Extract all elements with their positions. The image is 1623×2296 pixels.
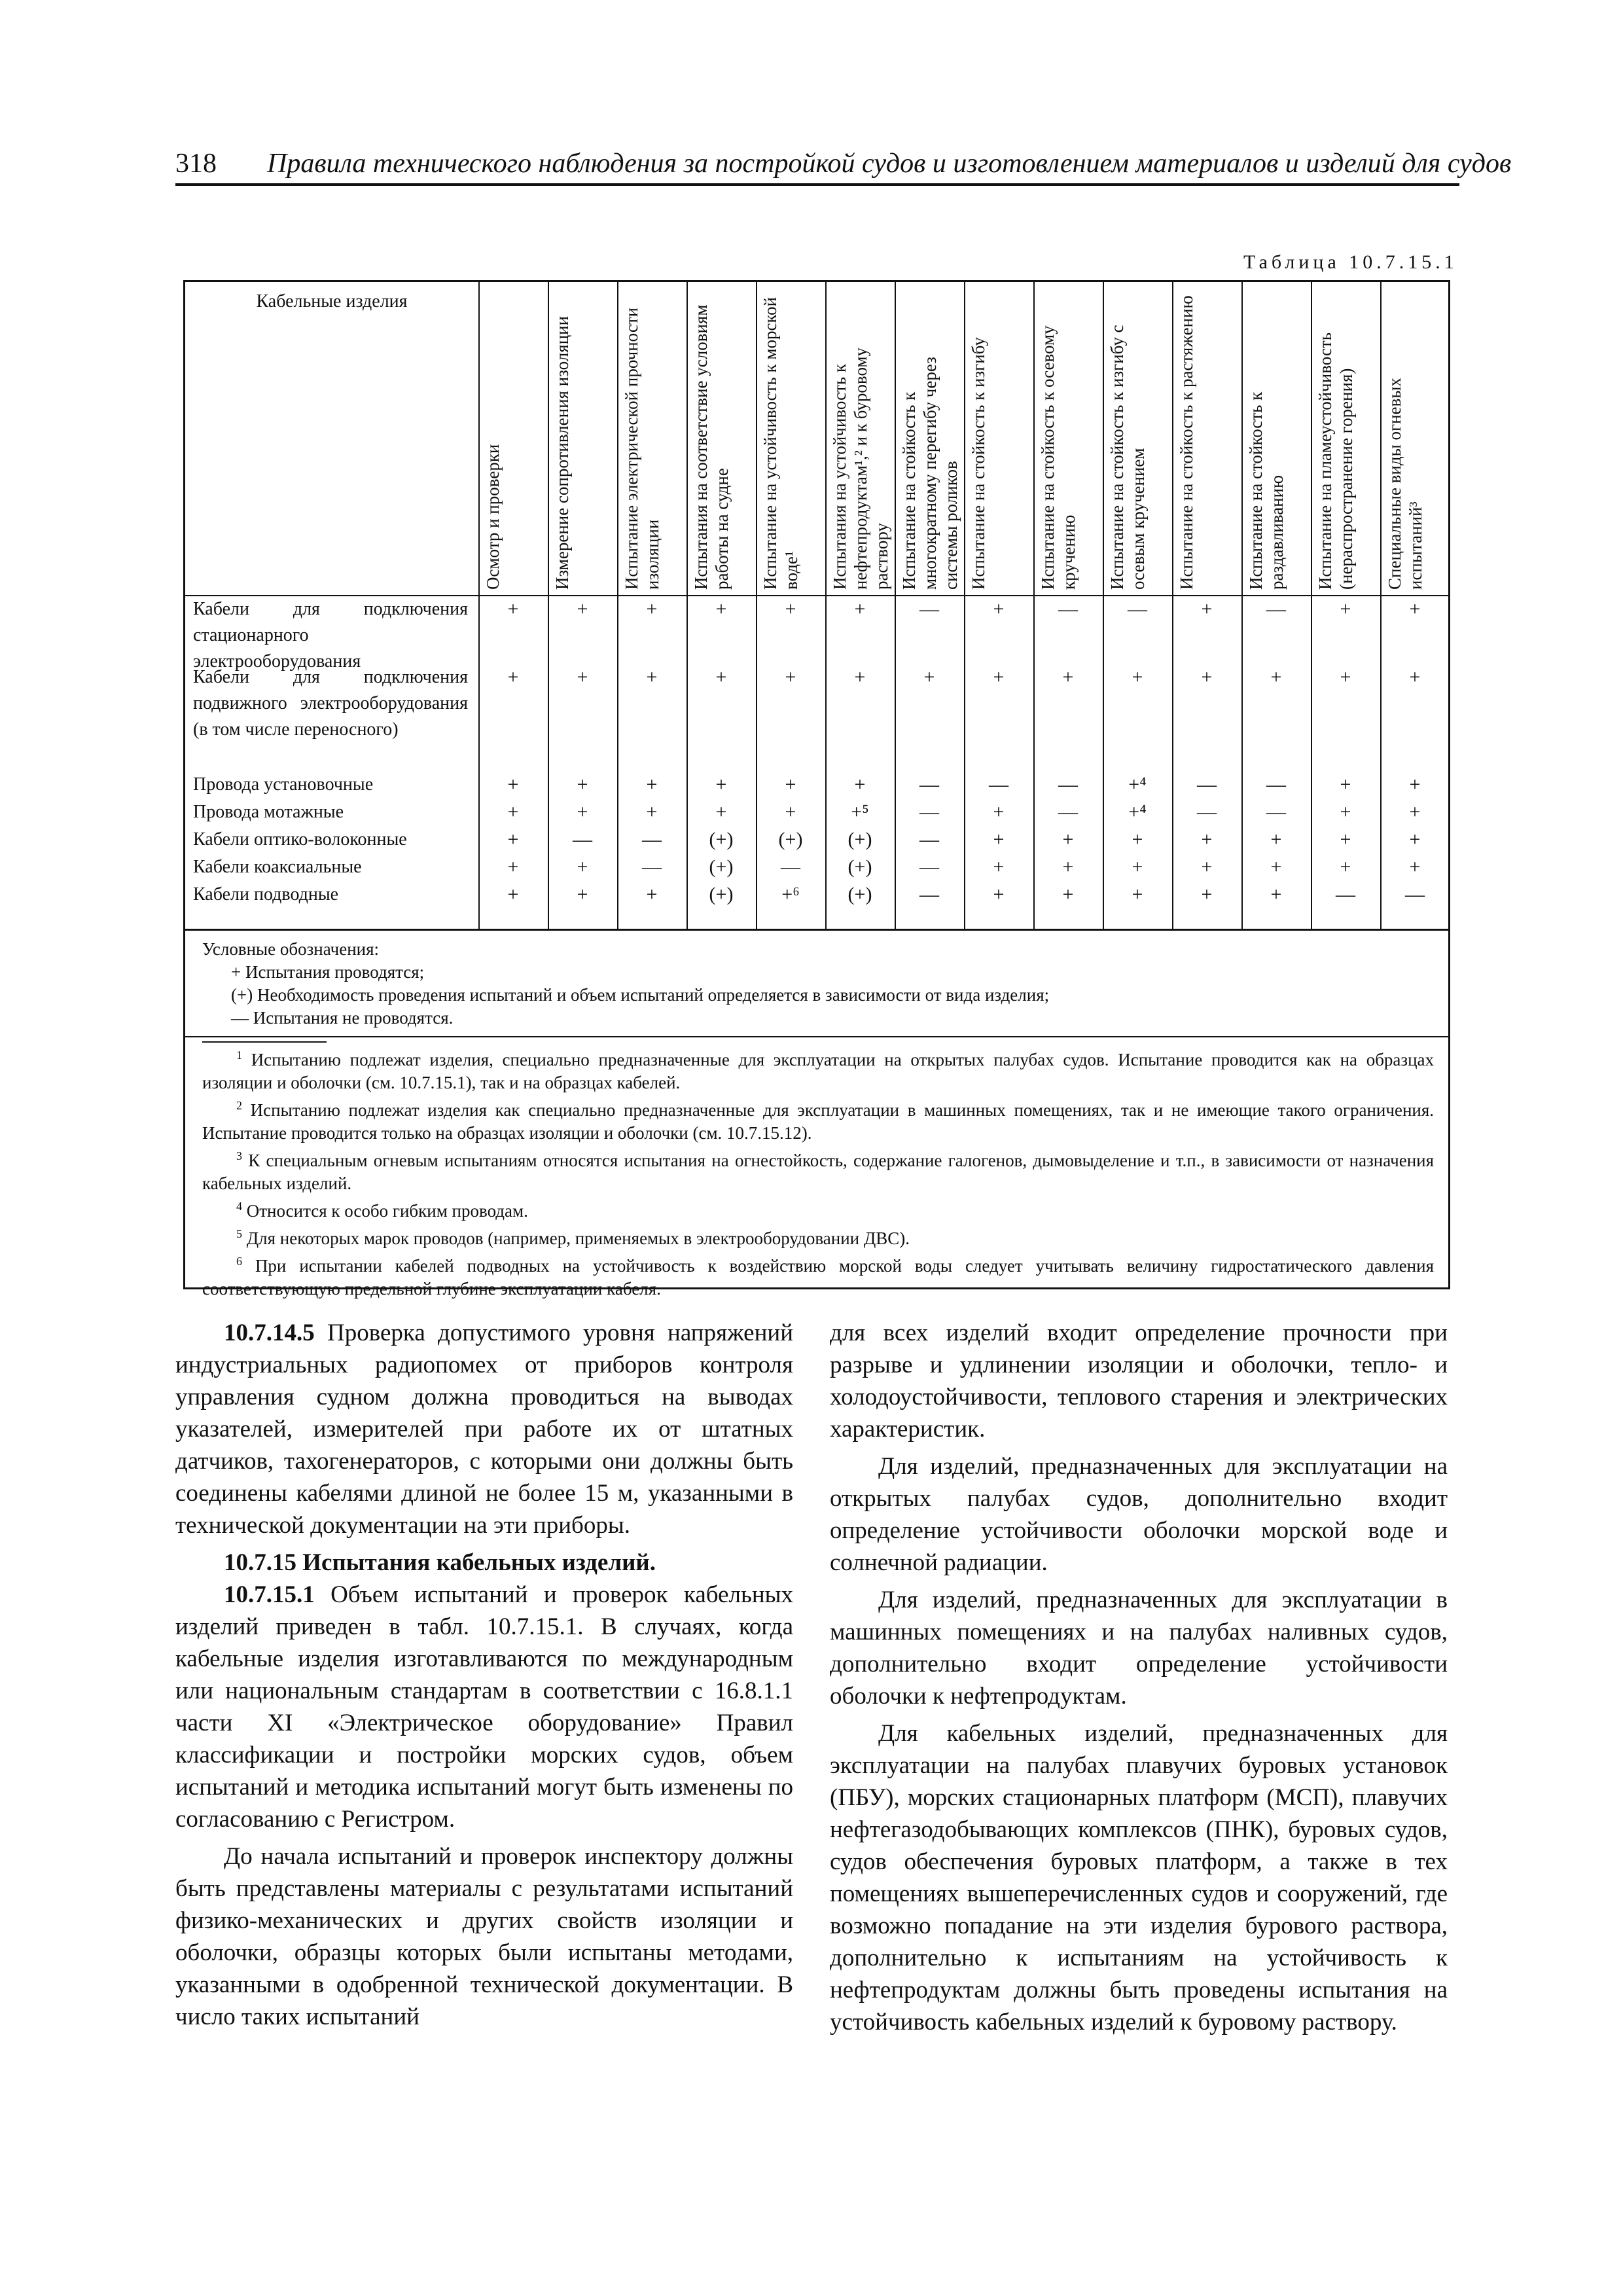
- table-cell: +: [1062, 884, 1074, 905]
- table-cell: +: [646, 598, 658, 620]
- table-cell: +: [1409, 829, 1421, 850]
- footnote: [202, 1145, 1434, 1195]
- column-header-label: Испытания на соответствие условиям работы на судне: [691, 304, 732, 590]
- table-cell: +: [1201, 666, 1213, 688]
- table-cell: +: [507, 884, 519, 905]
- table-cell: (+): [709, 884, 734, 905]
- table-cell: (+): [847, 856, 872, 878]
- table-cell: +: [577, 598, 588, 620]
- table-cell: +: [715, 774, 727, 795]
- table-cell: —: [919, 598, 939, 620]
- table-cell: +: [1409, 856, 1421, 878]
- table-cell: +: [507, 829, 519, 850]
- column-header: [617, 282, 687, 596]
- footnote: [202, 1044, 1434, 1094]
- body-left-column: [175, 1317, 793, 2033]
- column-header: [1033, 282, 1103, 596]
- table-cell: +: [1132, 856, 1143, 878]
- table-cell: +: [715, 598, 727, 620]
- row-label: Кабели оптико-волоконные: [193, 829, 407, 850]
- footnote-text: Относится к особо гибким проводам.: [246, 1201, 528, 1221]
- table-cell: +: [993, 801, 1005, 823]
- table-cell: —: [1266, 801, 1286, 823]
- table-cell: —: [1197, 801, 1217, 823]
- table-cell: —: [1266, 598, 1286, 620]
- column-header: [1172, 282, 1241, 596]
- row-label: Кабели для подключения стационарного электрооборудования: [193, 599, 468, 672]
- table-cell: +: [507, 801, 519, 823]
- column-header: [1380, 282, 1450, 596]
- paragraph-before-tests: До начала испытаний и проверок инспектору должны быть представлены материалы с результатами испытаний физико-механических и других свойств изоляции и оболочки, образцы которых были испытаны методами, указанными в одобренной технической документации. В число таких испытаний: [175, 1843, 793, 2030]
- table-caption: Таблица 10.7.15.1: [1243, 251, 1458, 273]
- legend: [202, 938, 1433, 1030]
- table-cell: +: [1340, 774, 1351, 795]
- table-cell: —: [989, 774, 1008, 795]
- table-cell: +: [1340, 829, 1351, 850]
- table-cell: —: [1336, 884, 1355, 905]
- row-label: Провода установочные: [193, 774, 374, 795]
- table-cell: +: [1201, 829, 1213, 850]
- table-cell: +: [1201, 884, 1213, 905]
- table-cell: +: [1270, 884, 1282, 905]
- paragraph-open-decks: Для изделий, предназначенных для эксплуатации на открытых палубах судов, дополнительно входит определение устойчивости оболочки морской воде и солнечной радиации.: [830, 1453, 1448, 1576]
- column-header-label: Испытание на стойкость к изгибу с осевым кручением: [1107, 325, 1148, 590]
- table-cell: +: [854, 598, 866, 620]
- table-cell: +: [646, 666, 658, 688]
- column-header: [825, 282, 895, 596]
- table-cell: +: [1201, 856, 1213, 878]
- table-cell: —: [642, 829, 662, 850]
- footnote-mark: 6: [236, 1255, 242, 1268]
- table-cell: +: [1340, 801, 1351, 823]
- table-cell: —: [573, 829, 592, 850]
- table-cell: —: [919, 856, 939, 878]
- table-cell: +: [1409, 666, 1421, 688]
- column-header: [1241, 282, 1311, 596]
- table-cell: +: [785, 598, 796, 620]
- legend-title: Условные обозначения:: [202, 939, 380, 959]
- table-cell: +⁶: [781, 884, 800, 905]
- table-cell: +: [577, 666, 588, 688]
- column-header-label: Измерение сопротивления изоляции: [552, 315, 572, 590]
- column-header: [687, 282, 756, 596]
- table-cell: +: [1409, 774, 1421, 795]
- column-header-label: Испытания на устойчивость к нефтепродуктам¹,² и к буровому раствору: [830, 347, 891, 590]
- table-cell: +: [993, 666, 1005, 688]
- table-cell: +: [1062, 829, 1074, 850]
- tests-table: [183, 280, 1450, 1299]
- table-cell: +: [507, 666, 519, 688]
- footnote-mark: 4: [236, 1200, 242, 1213]
- table-cell: +: [993, 598, 1005, 620]
- table-cell: +: [923, 666, 935, 688]
- table-cell: +⁵: [851, 801, 869, 823]
- column-header: [1311, 282, 1380, 596]
- column-header-label: Испытание на стойкость к раздавливанию: [1246, 391, 1287, 590]
- footnote-mark: 2: [236, 1099, 242, 1112]
- legend-divider: [185, 929, 1448, 931]
- table-cell: +: [1270, 856, 1282, 878]
- footnote-mark: 3: [236, 1149, 242, 1162]
- table-corner-header: Кабельные изделия: [256, 291, 408, 312]
- table-cell: +: [854, 666, 866, 688]
- footnote: [202, 1250, 1434, 1300]
- column-header: [895, 282, 964, 596]
- table-cell: —: [1058, 801, 1078, 823]
- footnote: [202, 1195, 1434, 1223]
- footnote-mark: 1: [236, 1049, 242, 1062]
- table-cell: —: [919, 829, 939, 850]
- footnote-text: Испытанию подлежат изделия как специально предназначенные для эксплуатации в машинных помещениях, так и не имеющие такого ограничения. Испытание проводится только на образцах изоляции и оболочки (см. 10.7.15.12).: [202, 1100, 1435, 1143]
- column-header-label: Испытание на стойкость к изгибу: [969, 337, 988, 590]
- section-heading-10-7-15: 10.7.15 Испытания кабельных изделий.: [224, 1549, 656, 1576]
- paragraph-10-7-15-1: 10.7.15.1 Объем испытаний и проверок кабельных изделий приведен в табл. 10.7.15.1. В случаях, когда кабельные изделия изготавливаются по международным или национальным стандартам в соответствии с 16.8.1.1 части XI «Электрическое оборудование» Правил классификации и постройки морских судов, объем испытаний и методика испытаний могут быть изменены по согласованию с Регистром.: [175, 1581, 794, 1833]
- column-header-label: Испытание на устойчивость к морской воде¹: [760, 296, 801, 590]
- row-label: Провода мотажные: [193, 802, 344, 822]
- table-cell: —: [919, 884, 939, 905]
- page-number: 318: [175, 149, 217, 179]
- table-cell: +: [507, 598, 519, 620]
- paragraph-continued: для всех изделий входит определение прочности при разрыве и удлинении изоляции и оболочки, тепло- и холодоустойчивости, теплового старения и электрических характеристик.: [830, 1319, 1448, 1443]
- column-header-label: Испытание на стойкость к многократному перегибу через системы роликов: [899, 357, 961, 590]
- table-cell: +: [854, 774, 866, 795]
- table-cell: +: [993, 829, 1005, 850]
- footnote-mark: 5: [236, 1227, 242, 1240]
- table-cell: +⁴: [1128, 801, 1147, 823]
- table-cell: +: [785, 774, 796, 795]
- table-cell: +: [1409, 801, 1421, 823]
- table-cell: +: [577, 801, 588, 823]
- table-cell: +: [1132, 666, 1143, 688]
- running-title: Правила технического наблюдения за постройкой судов и изготовлением материалов и изделий для судов: [267, 149, 1512, 179]
- table-cell: —: [919, 774, 939, 795]
- table-cell: (+): [709, 856, 734, 878]
- column-header-label: Испытание электрической прочности изоляции: [622, 307, 662, 590]
- footnote-separator: [202, 1041, 327, 1043]
- table-cell: (+): [847, 884, 872, 905]
- table-cell: +: [1132, 884, 1143, 905]
- table-cell: +: [1340, 666, 1351, 688]
- footnote-text: Испытанию подлежат изделия, специально предназначенные для эксплуатации на открытых палубах судов. Испытание проводится как на образцах изоляции и оболочки (см. 10.7.15.1), так и на образцах кабелей.: [202, 1050, 1435, 1092]
- table-cell: +: [577, 856, 588, 878]
- table-cell: (+): [847, 829, 872, 850]
- table-cell: +: [785, 666, 796, 688]
- footnote-text: Для некоторых марок проводов (например, применяемых в электрооборудовании ДВС).: [246, 1229, 910, 1248]
- table-cell: —: [919, 801, 939, 823]
- table-cell: +: [993, 856, 1005, 878]
- column-header: [548, 282, 617, 596]
- footnote-text: При испытании кабелей подводных на устойчивость к воздействию морской воды следует учитывать величину гидростатического давления соответствующую предельной глубине эксплуатации кабеля.: [202, 1256, 1434, 1299]
- legend-item: + Испытания проводятся;: [231, 962, 425, 982]
- column-header: [964, 282, 1033, 596]
- table-cell: +: [507, 856, 519, 878]
- table-cell: —: [642, 856, 662, 878]
- column-header: [1103, 282, 1172, 596]
- table-cell: +: [1062, 666, 1074, 688]
- table-cell: +: [993, 884, 1005, 905]
- table-cell: +: [577, 774, 588, 795]
- column-header: [756, 282, 825, 596]
- paragraph-10-7-14-5: 10.7.14.5 Проверка допустимого уровня напряжений индустриальных радиопомех от приборов контроля управления судном должна проводиться на выводах указателей, измерителей при работе их от штатных датчиков, тахогенераторов, с которыми они должны быть соединены кабелями длиной не более 15 м, указанными в технической документации на эти приборы.: [175, 1319, 794, 1539]
- table-cell: +⁴: [1128, 774, 1147, 795]
- column-header-label: Испытание на стойкость к осевому кручению: [1038, 325, 1079, 590]
- table-cell: +: [646, 774, 658, 795]
- table-cell: —: [1405, 884, 1425, 905]
- footnotes: [202, 1044, 1434, 1300]
- table-cell: +: [1409, 598, 1421, 620]
- legend-item: (+) Необходимость проведения испытаний и объем испытаний определяется в зависимости от вида изделия;: [231, 985, 1050, 1005]
- body-right-column: [830, 1317, 1448, 2038]
- table-cell: +: [1201, 598, 1213, 620]
- legend-item: — Испытания не проводятся.: [231, 1008, 454, 1028]
- table-cell: —: [1128, 598, 1147, 620]
- table-cell: (+): [778, 829, 803, 850]
- column-header-label: Специальные виды огневых испытаний³: [1385, 378, 1425, 590]
- table-cell: +: [1340, 856, 1351, 878]
- running-header: [175, 145, 1512, 186]
- table-cell: —: [1197, 774, 1217, 795]
- table-cell: +: [1270, 666, 1282, 688]
- table-cell: +: [1270, 829, 1282, 850]
- column-header-label: Осмотр и проверки: [483, 444, 503, 590]
- footnote-text: К специальным огневым испытаниям относятся испытания на огнестойкость, содержание галогенов, дымовыделение и т.п., в зависимости от назначения кабельных изделий.: [202, 1151, 1435, 1193]
- table-cell: —: [1266, 774, 1286, 795]
- table-cell: +: [577, 884, 588, 905]
- table-cell: +: [646, 884, 658, 905]
- table-cell: —: [781, 856, 800, 878]
- table-cell: +: [507, 774, 519, 795]
- table-cell: +: [1340, 598, 1351, 620]
- table-cell: +: [715, 666, 727, 688]
- footnote: [202, 1094, 1434, 1145]
- row-label: Кабели для подключения подвижного электрооборудования (в том числе переносного): [193, 667, 468, 740]
- column-header-label: Испытание на стойкость к растяжению: [1177, 295, 1196, 590]
- table-cell: (+): [709, 829, 734, 850]
- paragraph-machinery-spaces: Для изделий, предназначенных для эксплуатации в машинных помещениях и на палубах наливных судов, дополнительно входит определение устойчивости оболочки к нефтепродуктам.: [830, 1587, 1448, 1710]
- row-label: Кабели коаксиальные: [193, 857, 362, 877]
- table-cell: —: [1058, 598, 1078, 620]
- table-cell: +: [1132, 829, 1143, 850]
- table-cell: +: [715, 801, 727, 823]
- row-label: Кабели подводные: [193, 884, 339, 905]
- table-cell: +: [646, 801, 658, 823]
- footnote: [202, 1223, 1434, 1250]
- table-cell: +: [1062, 856, 1074, 878]
- table-cell: +: [785, 801, 796, 823]
- column-header-label: Испытание на пламеустойчивость (нераспространение горения): [1315, 332, 1356, 590]
- footnote-divider: [185, 1036, 1448, 1037]
- paragraph-drilling: Для кабельных изделий, предназначенных для эксплуатации на палубах плавучих буровых установок (ПБУ), морских стационарных платформ (МСП), плавучих нефтегазодобывающих комплексов (ПНК), буровых судов, судов обеспечения буровых платформ, а также в тех помещениях вышеперечисленных судов и сооружений, где возможно попадание на эти изделия бурового раствора, дополнительно к испытаниям на устойчивость к нефтепродуктам должны быть проведены испытания на устойчивость кабельных изделий к буровому раствору.: [830, 1720, 1448, 2036]
- table-cell: —: [1058, 774, 1078, 795]
- column-header: [478, 282, 548, 596]
